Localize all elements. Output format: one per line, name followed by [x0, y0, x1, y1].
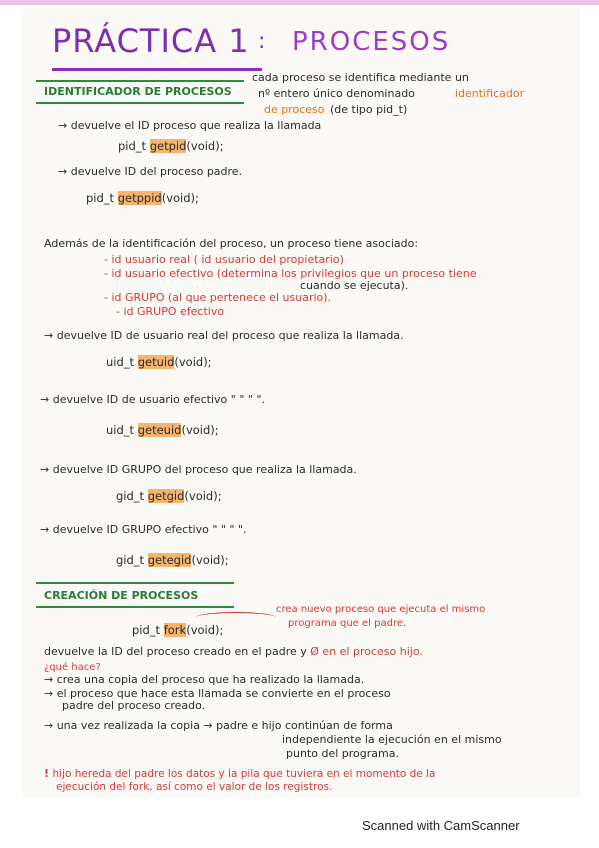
title-underline — [52, 68, 262, 71]
fork-note-1: crea nuevo proceso que ejecuta el mismo — [276, 604, 486, 615]
text-line: → devuelve el ID proceso que realiza la llamada — [58, 119, 322, 132]
code-fn: getpid — [149, 139, 187, 153]
code-args: (void); — [186, 623, 224, 637]
code-getpid — [118, 140, 224, 153]
return-text-b: Ø en el proceso hijo. — [310, 645, 423, 658]
code-fn: geteuid — [137, 423, 182, 437]
bullet-3b: independiente la ejecución en el mismo — [282, 733, 502, 746]
text-line: → devuelve ID GRUPO del proceso que realiza la llamada. — [40, 463, 357, 476]
code-args: (void); — [174, 355, 212, 369]
text-line: - id usuario efectivo (determina los privilegios que un proceso tiene — [104, 267, 477, 280]
bullet-2: → el proceso que hace esta llamada se convierte en el proceso — [44, 687, 391, 700]
return-line — [44, 646, 423, 658]
code-fork — [132, 624, 223, 637]
text-line: → devuelve ID del proceso padre. — [58, 165, 243, 178]
bullet-3c: punto del programa. — [286, 747, 399, 760]
heading-underline — [36, 102, 244, 104]
code-fn: getppid — [117, 191, 162, 205]
code-type: gid_t — [116, 553, 145, 567]
code-fn: fork — [163, 623, 187, 637]
heading-underline — [36, 606, 234, 608]
intro-line-3a: de proceso — [264, 103, 325, 116]
code-getuid — [106, 356, 212, 369]
text-line: - id GRUPO (al que pertenece el usuario). — [104, 291, 332, 304]
bullet-2b: padre del proceso creado. — [62, 699, 206, 712]
scanner-watermark: Scanned with CamScanner — [362, 818, 520, 833]
code-args: (void); — [186, 139, 224, 153]
code-geteuid — [106, 424, 219, 437]
text-line: → devuelve ID GRUPO efectivo " " " ". — [40, 523, 247, 536]
que-hace-label: ¿qué hace? — [44, 662, 101, 673]
code-fn: getuid — [137, 355, 175, 369]
code-type: uid_t — [106, 355, 135, 369]
code-type: uid_t — [106, 423, 135, 437]
text-line: Además de la identificación del proceso, un proceso tiene asociado: — [44, 237, 419, 250]
top-border — [0, 0, 599, 5]
code-getppid — [86, 192, 199, 205]
code-getgid — [116, 490, 222, 503]
text-line: → devuelve ID de usuario real del proceso que realiza la llamada. — [44, 329, 404, 342]
fork-arc — [196, 612, 276, 623]
intro-line-3b: (de tipo pid_t) — [330, 103, 408, 116]
code-type: pid_t — [86, 191, 115, 205]
note-text-1: hijo hereda del padre los datos y la pila que tuviera en el momento de la — [52, 768, 436, 780]
code-fn: getegid — [147, 553, 192, 567]
bullet-3: → una vez realizada la copia → padre e hijo continúan de forma — [44, 719, 393, 732]
page-topic: PROCESOS — [292, 27, 451, 57]
code-type: pid_t — [118, 139, 147, 153]
code-args: (void); — [191, 553, 229, 567]
title-colon: : — [258, 29, 266, 54]
note-line-1 — [44, 768, 435, 781]
note-line-2: ejecución del fork, así como el valor de los registros. — [56, 781, 333, 793]
note-mark: ! — [44, 767, 50, 780]
section-heading-identificador: IDENTIFICADOR DE PROCESOS — [44, 85, 232, 98]
text-line: - id GRUPO efectivo — [116, 305, 225, 318]
code-type: gid_t — [116, 489, 145, 503]
code-args: (void); — [161, 191, 199, 205]
code-type: pid_t — [132, 623, 161, 637]
text-line: → devuelve ID de usuario efectivo " " " ". — [40, 393, 266, 406]
fork-note-2: programa que el padre. — [288, 618, 407, 629]
heading-overline — [36, 582, 234, 584]
text-line: - id usuario real ( id usuario del propietario) — [104, 253, 344, 266]
page-title: PRÁCTICA 1 — [52, 22, 250, 60]
text-line: cuando se ejecuta). — [300, 279, 409, 292]
return-text-a: devuelve la ID del proceso creado en el padre y — [44, 645, 307, 658]
intro-line-1: cada proceso se identifica mediante un — [252, 71, 469, 84]
code-getegid — [116, 554, 229, 567]
intro-line-2b: identificador — [455, 87, 525, 100]
code-args: (void); — [181, 423, 219, 437]
code-fn: getgid — [147, 489, 185, 503]
bullet-1: → crea una copia del proceso que ha realizado la llamada. — [44, 673, 365, 686]
section-heading-creacion: CREACIÓN DE PROCESOS — [44, 589, 199, 602]
heading-overline — [36, 80, 244, 82]
intro-line-2a: nº entero único denominado — [258, 87, 415, 100]
code-args: (void); — [184, 489, 222, 503]
